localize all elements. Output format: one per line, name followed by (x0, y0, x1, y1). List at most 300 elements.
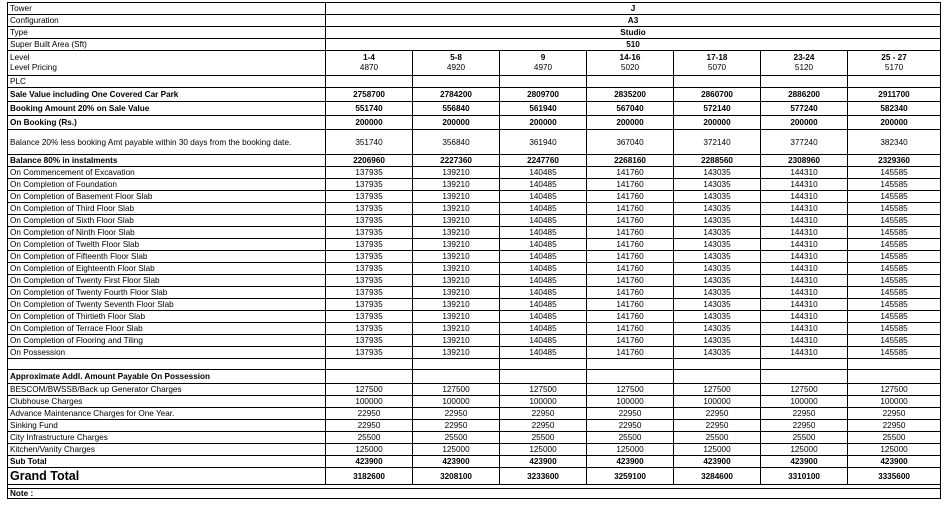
instalment-value: 141760 (587, 227, 674, 239)
configuration-label: Configuration (8, 15, 326, 27)
instalment-label: On Completion of Thirtieth Floor Slab (8, 311, 326, 323)
instalment-row (8, 311, 941, 323)
level-pricing-value: 4970 (533, 63, 553, 72)
instalment-value: 141760 (587, 191, 674, 203)
instalment-value: 141760 (587, 179, 674, 191)
summary-value: 561940 (500, 102, 587, 116)
subtotal-row (8, 456, 941, 468)
additional-value: 127500 (326, 384, 413, 396)
instalment-row (8, 203, 941, 215)
level-cell (587, 51, 674, 76)
instalment-value: 139210 (413, 347, 500, 359)
instalment-value: 143035 (674, 251, 761, 263)
additional-value: 100000 (326, 396, 413, 408)
subtotal-value: 423900 (761, 456, 848, 468)
balance-20-label: Balance 20% less booking Amt payable within 30 days from the booking date. (8, 130, 326, 155)
plc-value (674, 76, 761, 88)
instalment-value: 140485 (500, 299, 587, 311)
additional-value: 127500 (500, 384, 587, 396)
balance-80-value: 2308960 (761, 155, 848, 167)
instalment-row (8, 167, 941, 179)
subtotal-value: 423900 (413, 456, 500, 468)
balance-20-value: 382340 (848, 130, 941, 155)
additional-heading-blank (848, 370, 941, 384)
instalment-value: 141760 (587, 287, 674, 299)
blank-cell (413, 359, 500, 370)
additional-value: 100000 (761, 396, 848, 408)
additional-value: 100000 (848, 396, 941, 408)
instalment-value: 145585 (848, 191, 941, 203)
level-cell (500, 51, 587, 76)
summary-label: On Booking (Rs.) (8, 116, 326, 130)
instalment-value: 140485 (500, 191, 587, 203)
payment-schedule-table (7, 2, 941, 499)
tower-value: J (326, 3, 941, 15)
instalment-value: 137935 (326, 203, 413, 215)
additional-value: 25500 (848, 432, 941, 444)
level-value: 23-24 (793, 53, 815, 62)
instalment-value: 144310 (761, 239, 848, 251)
instalment-value: 143035 (674, 311, 761, 323)
summary-value: 577240 (761, 102, 848, 116)
balance-80-value: 2247760 (500, 155, 587, 167)
instalment-value: 141760 (587, 311, 674, 323)
plc-value (326, 76, 413, 88)
instalment-value: 144310 (761, 251, 848, 263)
summary-value: 200000 (413, 116, 500, 130)
summary-label: Sale Value including One Covered Car Park (8, 88, 326, 102)
additional-heading-blank (326, 370, 413, 384)
summary-row (8, 102, 941, 116)
instalment-value: 137935 (326, 275, 413, 287)
configuration-row (8, 15, 941, 27)
instalment-label: On Completion of Twelth Floor Slab (8, 239, 326, 251)
summary-value: 556840 (413, 102, 500, 116)
instalment-value: 139210 (413, 263, 500, 275)
instalment-value: 137935 (326, 239, 413, 251)
additional-value: 100000 (500, 396, 587, 408)
instalment-value: 139210 (413, 227, 500, 239)
instalment-label: On Completion of Terrace Floor Slab (8, 323, 326, 335)
additional-value: 25500 (761, 432, 848, 444)
blank-row (8, 359, 941, 370)
level-pricing-value: 4870 (359, 63, 379, 72)
instalment-value: 140485 (500, 263, 587, 275)
instalment-value: 137935 (326, 263, 413, 275)
summary-value: 572140 (674, 102, 761, 116)
additional-heading: Approximate Addl. Amount Payable On Possession (8, 370, 326, 384)
summary-value: 200000 (761, 116, 848, 130)
grand-total-value: 3182600 (326, 468, 413, 485)
instalment-value: 137935 (326, 311, 413, 323)
level-value: 1-4 (363, 53, 375, 62)
instalment-value: 137935 (326, 287, 413, 299)
summary-value: 200000 (500, 116, 587, 130)
additional-row (8, 396, 941, 408)
instalment-value: 137935 (326, 299, 413, 311)
instalment-row (8, 215, 941, 227)
additional-value: 25500 (587, 432, 674, 444)
instalment-value: 145585 (848, 215, 941, 227)
blank-cell (326, 359, 413, 370)
instalment-value: 139210 (413, 179, 500, 191)
instalment-value: 141760 (587, 167, 674, 179)
additional-heading-blank (413, 370, 500, 384)
instalment-value: 145585 (848, 203, 941, 215)
instalment-row (8, 335, 941, 347)
instalment-value: 144310 (761, 227, 848, 239)
tower-label: Tower (8, 3, 326, 15)
area-label: Super Built Area (Sft) (8, 39, 326, 51)
tower-row (8, 3, 941, 15)
level-value: 5-8 (450, 53, 462, 62)
level-pricing-value: 5070 (707, 63, 727, 72)
instalment-row (8, 263, 941, 275)
instalment-value: 144310 (761, 287, 848, 299)
additional-value: 127500 (587, 384, 674, 396)
additional-value: 125000 (587, 444, 674, 456)
instalment-value: 141760 (587, 299, 674, 311)
instalment-value: 140485 (500, 179, 587, 191)
instalment-value: 143035 (674, 335, 761, 347)
additional-value: 22950 (413, 408, 500, 420)
additional-value: 100000 (587, 396, 674, 408)
summary-value: 551740 (326, 102, 413, 116)
instalment-label: On Completion of Fifteenth Floor Slab (8, 251, 326, 263)
instalment-value: 141760 (587, 347, 674, 359)
instalment-value: 145585 (848, 167, 941, 179)
additional-value: 22950 (674, 420, 761, 432)
instalment-value: 143035 (674, 227, 761, 239)
summary-value: 200000 (674, 116, 761, 130)
level-value: 14-16 (619, 53, 641, 62)
additional-value: 22950 (848, 420, 941, 432)
instalment-value: 137935 (326, 167, 413, 179)
plc-row (8, 76, 941, 88)
instalment-value: 137935 (326, 215, 413, 227)
instalment-label: On Completion of Twenty Fourth Floor Slab (8, 287, 326, 299)
instalment-value: 144310 (761, 275, 848, 287)
instalment-value: 141760 (587, 335, 674, 347)
instalment-value: 137935 (326, 191, 413, 203)
balance-80-label: Balance 80% in instalments (8, 155, 326, 167)
instalment-value: 137935 (326, 251, 413, 263)
summary-row (8, 88, 941, 102)
plc-value (587, 76, 674, 88)
instalment-label: On Completion of Sixth Floor Slab (8, 215, 326, 227)
instalment-value: 137935 (326, 179, 413, 191)
grand-total-value: 3335600 (848, 468, 941, 485)
additional-heading-blank (761, 370, 848, 384)
additional-label: Advance Maintenance Charges for One Year. (8, 408, 326, 420)
instalment-row (8, 227, 941, 239)
balance-80-row (8, 155, 941, 167)
balance-20-row (8, 130, 941, 155)
additional-label: Clubhouse Charges (8, 396, 326, 408)
plc-value (848, 76, 941, 88)
instalment-value: 144310 (761, 347, 848, 359)
instalment-value: 141760 (587, 263, 674, 275)
instalment-value: 143035 (674, 203, 761, 215)
additional-value: 25500 (500, 432, 587, 444)
instalment-value: 143035 (674, 275, 761, 287)
instalment-value: 140485 (500, 227, 587, 239)
instalment-value: 144310 (761, 263, 848, 275)
balance-80-value: 2227360 (413, 155, 500, 167)
additional-heading-blank (674, 370, 761, 384)
instalment-label: On Completion of Twenty First Floor Slab (8, 275, 326, 287)
additional-value: 125000 (761, 444, 848, 456)
additional-value: 25500 (326, 432, 413, 444)
additional-value: 22950 (326, 420, 413, 432)
subtotal-value: 423900 (500, 456, 587, 468)
instalment-label: On Possession (8, 347, 326, 359)
grand-total-value: 3284600 (674, 468, 761, 485)
type-row (8, 27, 941, 39)
level-labels (8, 51, 326, 76)
instalment-value: 140485 (500, 311, 587, 323)
instalment-value: 140485 (500, 287, 587, 299)
additional-value: 127500 (761, 384, 848, 396)
additional-value: 22950 (500, 420, 587, 432)
instalment-value: 144310 (761, 203, 848, 215)
grand-total-row (8, 468, 941, 485)
instalment-value: 144310 (761, 167, 848, 179)
balance-20-value: 372140 (674, 130, 761, 155)
balance-80-value: 2288560 (674, 155, 761, 167)
instalment-value: 145585 (848, 287, 941, 299)
balance-20-value: 351740 (326, 130, 413, 155)
instalment-row (8, 299, 941, 311)
blank-cell (674, 359, 761, 370)
note-row (8, 489, 941, 499)
additional-value: 127500 (413, 384, 500, 396)
instalment-value: 139210 (413, 335, 500, 347)
additional-row (8, 408, 941, 420)
level-cell (413, 51, 500, 76)
additional-value: 22950 (413, 420, 500, 432)
instalment-value: 139210 (413, 287, 500, 299)
additional-value: 22950 (761, 420, 848, 432)
summary-label: Booking Amount 20% on Sale Value (8, 102, 326, 116)
instalment-value: 139210 (413, 215, 500, 227)
blank-cell (8, 359, 326, 370)
instalment-value: 139210 (413, 275, 500, 287)
additional-value: 127500 (848, 384, 941, 396)
additional-heading-row (8, 370, 941, 384)
instalment-value: 141760 (587, 275, 674, 287)
summary-value: 2809700 (500, 88, 587, 102)
summary-value: 2860700 (674, 88, 761, 102)
instalment-value: 144310 (761, 215, 848, 227)
instalment-value: 139210 (413, 203, 500, 215)
additional-label: Kitchen/Vanity Charges (8, 444, 326, 456)
instalment-label: On Completion of Flooring and Tiling (8, 335, 326, 347)
additional-row (8, 384, 941, 396)
blank-cell (761, 359, 848, 370)
additional-value: 22950 (674, 408, 761, 420)
additional-value: 22950 (500, 408, 587, 420)
instalment-row (8, 191, 941, 203)
instalment-value: 141760 (587, 203, 674, 215)
grand-total-value: 3208100 (413, 468, 500, 485)
plc-value (761, 76, 848, 88)
instalment-value: 140485 (500, 239, 587, 251)
instalment-value: 140485 (500, 323, 587, 335)
instalment-label: On Completion of Twenty Seventh Floor Slab (8, 299, 326, 311)
level-pricing-value: 5020 (620, 63, 640, 72)
balance-20-value: 367040 (587, 130, 674, 155)
subtotal-value: 423900 (587, 456, 674, 468)
additional-value: 22950 (587, 408, 674, 420)
instalment-value: 143035 (674, 215, 761, 227)
area-row (8, 39, 941, 51)
additional-value: 127500 (674, 384, 761, 396)
instalment-value: 145585 (848, 335, 941, 347)
summary-value: 200000 (587, 116, 674, 130)
grand-total-value: 3259100 (587, 468, 674, 485)
level-value: 17-18 (706, 53, 728, 62)
type-value: Studio (326, 27, 941, 39)
summary-value: 2758700 (326, 88, 413, 102)
level-pricing-value: 5170 (884, 63, 904, 72)
balance-20-value: 361940 (500, 130, 587, 155)
additional-label: Sinking Fund (8, 420, 326, 432)
summary-value: 2886200 (761, 88, 848, 102)
instalment-value: 145585 (848, 263, 941, 275)
additional-value: 125000 (413, 444, 500, 456)
instalment-row (8, 275, 941, 287)
additional-label: City Infrastructure Charges (8, 432, 326, 444)
blank-cell (587, 359, 674, 370)
instalment-value: 139210 (413, 239, 500, 251)
instalment-value: 140485 (500, 335, 587, 347)
instalment-value: 144310 (761, 311, 848, 323)
additional-value: 100000 (413, 396, 500, 408)
instalment-value: 137935 (326, 335, 413, 347)
level-cell (674, 51, 761, 76)
subtotal-value: 423900 (326, 456, 413, 468)
instalment-label: On Completion of Basement Floor Slab (8, 191, 326, 203)
summary-value: 2784200 (413, 88, 500, 102)
instalment-label: On Completion of Eighteenth Floor Slab (8, 263, 326, 275)
plc-label: PLC (8, 76, 326, 88)
type-label: Type (8, 27, 326, 39)
area-value: 510 (326, 39, 941, 51)
instalment-value: 145585 (848, 299, 941, 311)
instalment-value: 145585 (848, 347, 941, 359)
instalment-value: 143035 (674, 323, 761, 335)
instalment-value: 143035 (674, 191, 761, 203)
instalment-value: 144310 (761, 323, 848, 335)
instalment-value: 145585 (848, 323, 941, 335)
summary-value: 2911700 (848, 88, 941, 102)
additional-value: 125000 (500, 444, 587, 456)
note-label: Note : (8, 489, 941, 499)
additional-row (8, 420, 941, 432)
instalment-value: 139210 (413, 191, 500, 203)
additional-value: 125000 (848, 444, 941, 456)
level-value: 25 - 27 (881, 53, 907, 62)
instalment-value: 139210 (413, 299, 500, 311)
instalment-value: 144310 (761, 335, 848, 347)
blank-cell (848, 359, 941, 370)
instalment-label: On Completion of Ninth Floor Slab (8, 227, 326, 239)
summary-value: 200000 (326, 116, 413, 130)
instalment-value: 145585 (848, 179, 941, 191)
summary-row (8, 116, 941, 130)
instalment-value: 139210 (413, 251, 500, 263)
instalment-value: 140485 (500, 167, 587, 179)
instalment-value: 145585 (848, 311, 941, 323)
additional-value: 22950 (761, 408, 848, 420)
balance-20-value: 356840 (413, 130, 500, 155)
instalment-row (8, 323, 941, 335)
subtotal-value: 423900 (848, 456, 941, 468)
instalment-value: 140485 (500, 215, 587, 227)
additional-heading-blank (587, 370, 674, 384)
level-cell (761, 51, 848, 76)
additional-heading-blank (500, 370, 587, 384)
plc-value (413, 76, 500, 88)
additional-value: 25500 (674, 432, 761, 444)
instalment-row (8, 179, 941, 191)
instalment-value: 139210 (413, 167, 500, 179)
instalment-value: 143035 (674, 167, 761, 179)
summary-value: 582340 (848, 102, 941, 116)
instalment-value: 139210 (413, 311, 500, 323)
instalment-value: 140485 (500, 275, 587, 287)
instalment-value: 143035 (674, 263, 761, 275)
summary-value: 567040 (587, 102, 674, 116)
summary-value: 2835200 (587, 88, 674, 102)
instalment-value: 144310 (761, 299, 848, 311)
instalment-value: 137935 (326, 347, 413, 359)
additional-row (8, 444, 941, 456)
instalment-value: 140485 (500, 251, 587, 263)
instalment-row (8, 239, 941, 251)
balance-80-value: 2329360 (848, 155, 941, 167)
instalment-value: 145585 (848, 227, 941, 239)
instalment-value: 143035 (674, 179, 761, 191)
instalment-value: 139210 (413, 323, 500, 335)
level-cell (848, 51, 941, 76)
balance-80-value: 2206960 (326, 155, 413, 167)
instalment-value: 145585 (848, 275, 941, 287)
level-row (8, 51, 941, 76)
subtotal-label: Sub Total (8, 456, 326, 468)
instalment-value: 144310 (761, 191, 848, 203)
instalment-value: 137935 (326, 227, 413, 239)
additional-value: 25500 (413, 432, 500, 444)
instalment-value: 141760 (587, 251, 674, 263)
instalment-value: 141760 (587, 239, 674, 251)
instalment-label: On Completion of Third Floor Slab (8, 203, 326, 215)
instalment-value: 141760 (587, 215, 674, 227)
level-pricing-value: 5120 (794, 63, 814, 72)
additional-value: 100000 (674, 396, 761, 408)
instalment-value: 143035 (674, 347, 761, 359)
additional-value: 22950 (326, 408, 413, 420)
instalment-value: 143035 (674, 287, 761, 299)
additional-value: 125000 (674, 444, 761, 456)
additional-value: 22950 (848, 408, 941, 420)
additional-value: 125000 (326, 444, 413, 456)
instalment-label: On Completion of Foundation (8, 179, 326, 191)
summary-value: 200000 (848, 116, 941, 130)
level-label: Level (10, 53, 30, 62)
additional-value: 22950 (587, 420, 674, 432)
